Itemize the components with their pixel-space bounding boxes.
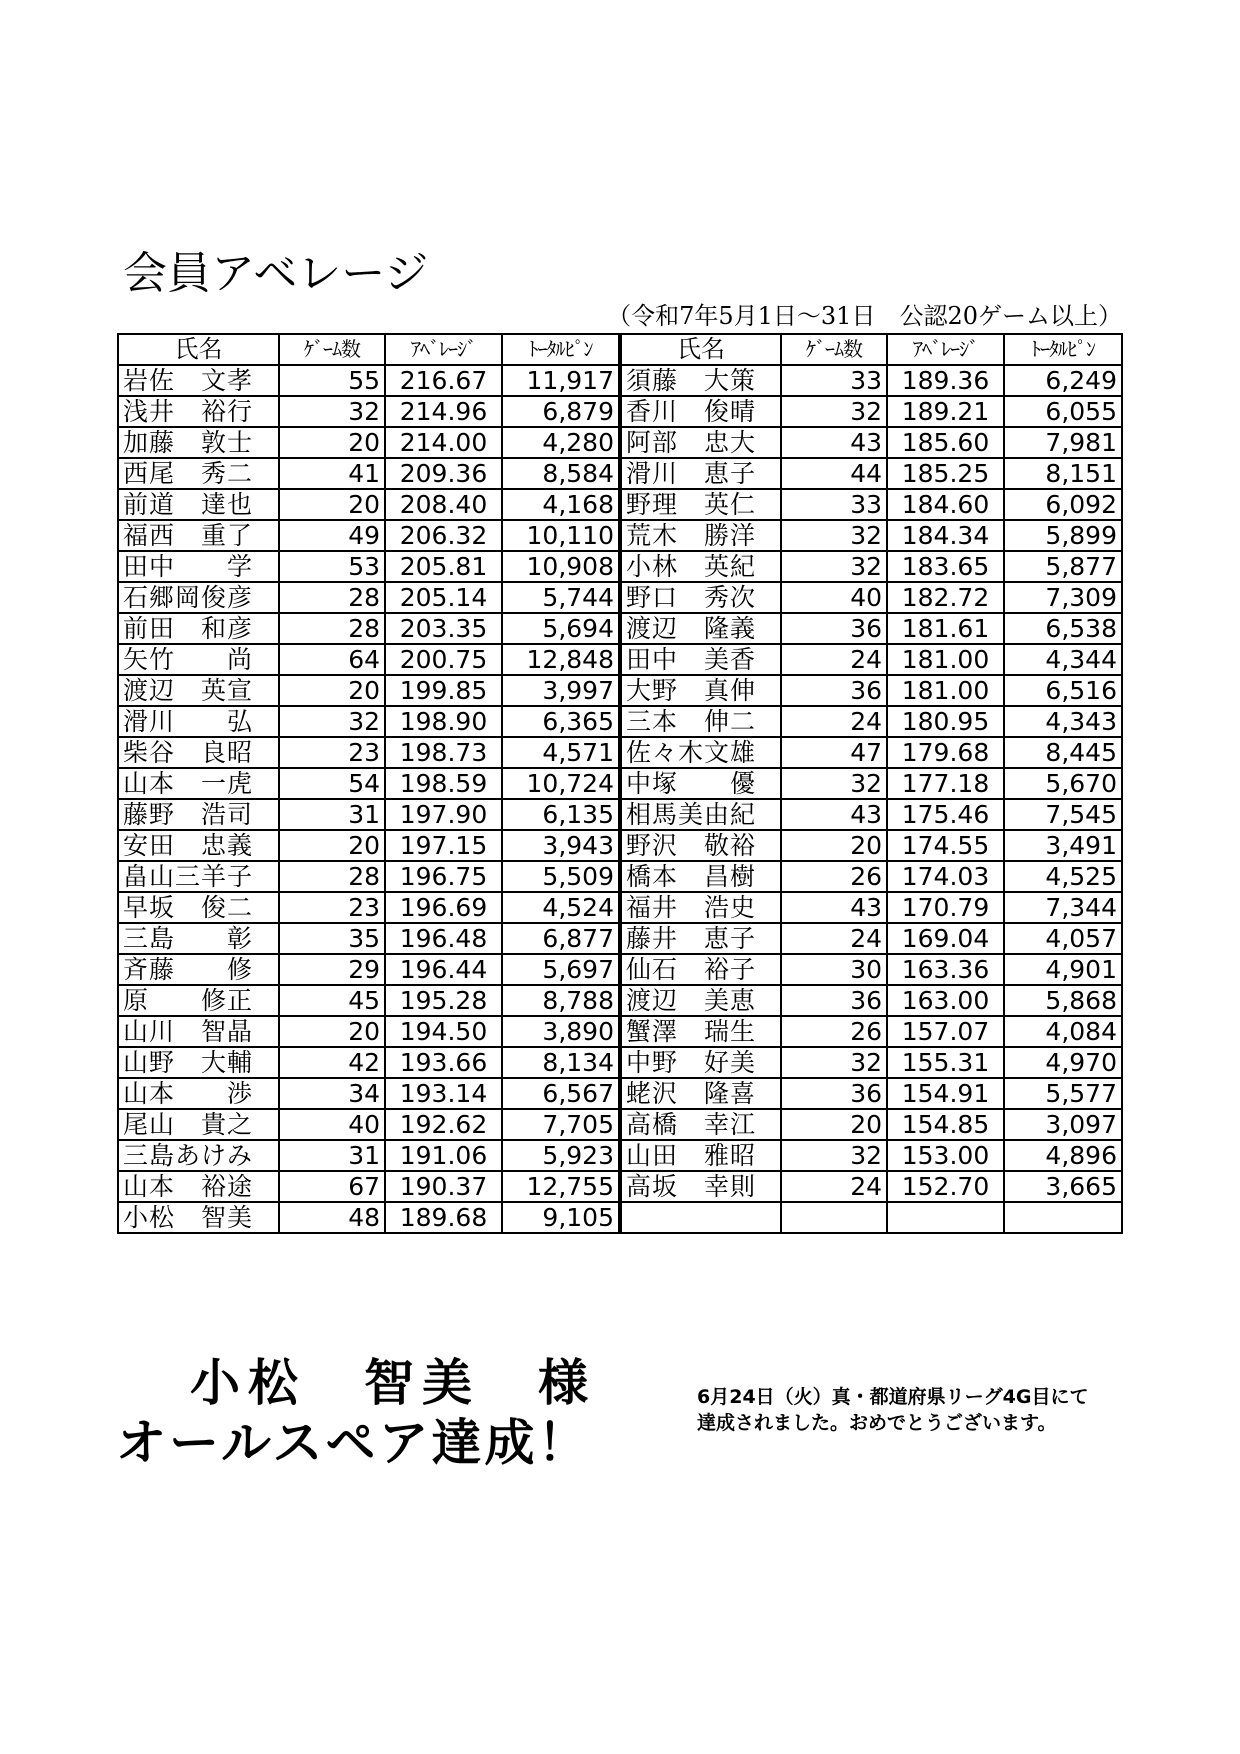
games-cell: 35 <box>279 923 385 954</box>
average-cell: 174.03 <box>887 861 1004 892</box>
games-cell: 32 <box>279 396 385 427</box>
total-pins-cell: 6,365 <box>502 706 620 737</box>
games-cell: 24 <box>781 706 887 737</box>
table-row <box>118 923 1122 954</box>
average-cell: 209.36 <box>385 458 502 489</box>
games-cell: 26 <box>781 861 887 892</box>
average-cell: 193.14 <box>385 1078 502 1109</box>
table-row <box>118 830 1122 861</box>
total-pins-cell: 7,309 <box>1004 582 1122 613</box>
table-row <box>118 706 1122 737</box>
average-table <box>117 333 1123 1234</box>
total-pins-cell: 5,694 <box>502 613 620 644</box>
games-cell: 41 <box>279 458 385 489</box>
total-pins-cell: 4,168 <box>502 489 620 520</box>
name-cell: 柴谷 良昭 <box>118 737 279 768</box>
average-cell: 208.40 <box>385 489 502 520</box>
page-title: 会員アベレージ <box>123 248 429 299</box>
total-pins-cell: 3,997 <box>502 675 620 706</box>
average-cell: 205.14 <box>385 582 502 613</box>
games-cell: 33 <box>781 365 887 396</box>
games-cell: 20 <box>781 1109 887 1140</box>
games-cell: 32 <box>781 1140 887 1171</box>
games-cell: 23 <box>279 892 385 923</box>
average-cell: 169.04 <box>887 923 1004 954</box>
average-cell: 157.07 <box>887 1016 1004 1047</box>
total-pins-cell: 4,057 <box>1004 923 1122 954</box>
total-pins-cell: 5,877 <box>1004 551 1122 582</box>
games-cell: 31 <box>279 799 385 830</box>
average-cell: 181.00 <box>887 675 1004 706</box>
games-cell: 28 <box>279 582 385 613</box>
name-cell: 前田 和彦 <box>118 613 279 644</box>
games-cell: 67 <box>279 1171 385 1202</box>
total-pins-cell: 4,084 <box>1004 1016 1122 1047</box>
name-cell: 渡辺 英宣 <box>118 675 279 706</box>
total-pins-cell: 4,524 <box>502 892 620 923</box>
name-cell: 小松 智美 <box>118 1202 279 1233</box>
games-cell: 64 <box>279 644 385 675</box>
average-cell: 180.95 <box>887 706 1004 737</box>
games-cell: 23 <box>279 737 385 768</box>
total-pins-cell: 7,981 <box>1004 427 1122 458</box>
games-cell: 43 <box>781 427 887 458</box>
table-header-row <box>118 334 1122 365</box>
name-cell: 岩佐 文孝 <box>118 365 279 396</box>
average-cell: 181.61 <box>887 613 1004 644</box>
games-cell: 36 <box>781 613 887 644</box>
total-pins-cell: 5,899 <box>1004 520 1122 551</box>
name-cell: 安田 忠義 <box>118 830 279 861</box>
total-pins-cell: 6,879 <box>502 396 620 427</box>
games-cell: 34 <box>279 1078 385 1109</box>
header-average-right: ｱﾍﾞﾚｰｼﾞ <box>887 334 1004 365</box>
average-cell: 177.18 <box>887 768 1004 799</box>
name-cell <box>620 1202 781 1233</box>
games-cell: 32 <box>781 768 887 799</box>
table-row <box>118 985 1122 1016</box>
total-pins-cell: 10,724 <box>502 768 620 799</box>
period-subtitle: （令和7年5月1日～31日 公認20ゲーム以上） <box>607 302 1122 330</box>
games-cell: 32 <box>781 1047 887 1078</box>
name-cell: 橋本 昌樹 <box>620 861 781 892</box>
table-row <box>118 582 1122 613</box>
games-cell: 55 <box>279 365 385 396</box>
name-cell: 前道 達也 <box>118 489 279 520</box>
games-cell <box>781 1202 887 1233</box>
header-games-right: ｹﾞｰﾑ数 <box>781 334 887 365</box>
average-cell: 181.00 <box>887 644 1004 675</box>
games-cell: 44 <box>781 458 887 489</box>
name-cell: 荒木 勝洋 <box>620 520 781 551</box>
games-cell: 20 <box>279 675 385 706</box>
games-cell: 43 <box>781 799 887 830</box>
table-row <box>118 675 1122 706</box>
games-cell: 33 <box>781 489 887 520</box>
total-pins-cell: 3,097 <box>1004 1109 1122 1140</box>
total-pins-cell: 12,755 <box>502 1171 620 1202</box>
games-cell: 49 <box>279 520 385 551</box>
games-cell: 42 <box>279 1047 385 1078</box>
average-cell: 197.15 <box>385 830 502 861</box>
total-pins-cell: 6,249 <box>1004 365 1122 396</box>
games-cell: 24 <box>781 923 887 954</box>
name-cell: 三本 伸二 <box>620 706 781 737</box>
total-pins-cell: 6,092 <box>1004 489 1122 520</box>
total-pins-cell: 4,896 <box>1004 1140 1122 1171</box>
total-pins-cell: 7,545 <box>1004 799 1122 830</box>
total-pins-cell: 5,509 <box>502 861 620 892</box>
total-pins-cell: 5,670 <box>1004 768 1122 799</box>
name-cell: 山野 大輔 <box>118 1047 279 1078</box>
average-cell: 214.96 <box>385 396 502 427</box>
name-cell: 藤野 浩司 <box>118 799 279 830</box>
games-cell: 28 <box>279 613 385 644</box>
header-total-pins-right: ﾄｰﾀﾙﾋﾟﾝ <box>1004 334 1122 365</box>
average-cell: 185.25 <box>887 458 1004 489</box>
games-cell: 26 <box>781 1016 887 1047</box>
header-total-pins-left: ﾄｰﾀﾙﾋﾟﾝ <box>502 334 620 365</box>
table-row <box>118 861 1122 892</box>
average-cell: 200.75 <box>385 644 502 675</box>
average-cell: 198.90 <box>385 706 502 737</box>
games-cell: 47 <box>781 737 887 768</box>
average-cell: 175.46 <box>887 799 1004 830</box>
average-cell: 198.73 <box>385 737 502 768</box>
average-cell: 190.37 <box>385 1171 502 1202</box>
announcement-name: 小松 智美 様 <box>190 1354 596 1412</box>
average-cell: 170.79 <box>887 892 1004 923</box>
games-cell: 43 <box>781 892 887 923</box>
header-name-right: 氏名 <box>620 334 781 365</box>
total-pins-cell: 4,970 <box>1004 1047 1122 1078</box>
average-cell: 194.50 <box>385 1016 502 1047</box>
average-cell: 184.60 <box>887 489 1004 520</box>
total-pins-cell: 7,705 <box>502 1109 620 1140</box>
games-cell: 24 <box>781 644 887 675</box>
total-pins-cell: 8,134 <box>502 1047 620 1078</box>
total-pins-cell: 6,538 <box>1004 613 1122 644</box>
table-row <box>118 1016 1122 1047</box>
total-pins-cell: 9,105 <box>502 1202 620 1233</box>
games-cell: 48 <box>279 1202 385 1233</box>
average-cell: 189.68 <box>385 1202 502 1233</box>
average-cell: 196.44 <box>385 954 502 985</box>
total-pins-cell: 6,055 <box>1004 396 1122 427</box>
total-pins-cell: 4,280 <box>502 427 620 458</box>
total-pins-cell: 8,788 <box>502 985 620 1016</box>
average-cell: 195.28 <box>385 985 502 1016</box>
table-row <box>118 1140 1122 1171</box>
table-row <box>118 520 1122 551</box>
total-pins-cell: 4,343 <box>1004 706 1122 737</box>
total-pins-cell: 6,567 <box>502 1078 620 1109</box>
announcement-headline: オールスペア達成！ <box>116 1414 591 1472</box>
name-cell: 滑川 恵子 <box>620 458 781 489</box>
name-cell: 田中 学 <box>118 551 279 582</box>
total-pins-cell: 3,943 <box>502 830 620 861</box>
average-cell: 205.81 <box>385 551 502 582</box>
games-cell: 29 <box>279 954 385 985</box>
name-cell: 三島あけみ <box>118 1140 279 1171</box>
average-cell: 196.69 <box>385 892 502 923</box>
average-cell: 214.00 <box>385 427 502 458</box>
games-cell: 31 <box>279 1140 385 1171</box>
average-cell: 189.21 <box>887 396 1004 427</box>
name-cell: 高橋 幸江 <box>620 1109 781 1140</box>
games-cell: 32 <box>781 396 887 427</box>
header-games-left: ｹﾞｰﾑ数 <box>279 334 385 365</box>
header-average-left: ｱﾍﾞﾚｰｼﾞ <box>385 334 502 365</box>
name-cell: 福西 重了 <box>118 520 279 551</box>
total-pins-cell: 3,491 <box>1004 830 1122 861</box>
name-cell: 渡辺 隆義 <box>620 613 781 644</box>
average-cell: 152.70 <box>887 1171 1004 1202</box>
name-cell: 滑川 弘 <box>118 706 279 737</box>
games-cell: 36 <box>781 1078 887 1109</box>
average-cell: 198.59 <box>385 768 502 799</box>
name-cell: 早坂 俊二 <box>118 892 279 923</box>
total-pins-cell: 4,571 <box>502 737 620 768</box>
total-pins-cell: 5,868 <box>1004 985 1122 1016</box>
games-cell: 30 <box>781 954 887 985</box>
name-cell: 野沢 敬裕 <box>620 830 781 861</box>
average-cell: 203.35 <box>385 613 502 644</box>
total-pins-cell: 4,525 <box>1004 861 1122 892</box>
games-cell: 20 <box>279 1016 385 1047</box>
total-pins-cell: 3,665 <box>1004 1171 1122 1202</box>
average-cell: 155.31 <box>887 1047 1004 1078</box>
total-pins-cell: 10,110 <box>502 520 620 551</box>
total-pins-cell: 8,445 <box>1004 737 1122 768</box>
table-row <box>118 396 1122 427</box>
games-cell: 32 <box>781 520 887 551</box>
name-cell: 相馬美由紀 <box>620 799 781 830</box>
announcement-note: 6月24日（火）真・都道府県リーグ4G目にて達成されました。おめでとうございます。 <box>697 1386 1089 1434</box>
table-row <box>118 365 1122 396</box>
name-cell: 山本 渉 <box>118 1078 279 1109</box>
name-cell: 蛯沢 隆喜 <box>620 1078 781 1109</box>
name-cell: 蟹澤 瑞生 <box>620 1016 781 1047</box>
name-cell: 斉藤 修 <box>118 954 279 985</box>
name-cell: 渡辺 美恵 <box>620 985 781 1016</box>
games-cell: 28 <box>279 861 385 892</box>
games-cell: 45 <box>279 985 385 1016</box>
table-row <box>118 458 1122 489</box>
table-row <box>118 1171 1122 1202</box>
table-row <box>118 768 1122 799</box>
average-cell <box>887 1202 1004 1233</box>
games-cell: 54 <box>279 768 385 799</box>
games-cell: 36 <box>781 675 887 706</box>
table-row <box>118 1202 1122 1233</box>
average-cell: 154.91 <box>887 1078 1004 1109</box>
name-cell: 小林 英紀 <box>620 551 781 582</box>
name-cell: 中野 好美 <box>620 1047 781 1078</box>
average-cell: 193.66 <box>385 1047 502 1078</box>
name-cell: 佐々木文雄 <box>620 737 781 768</box>
name-cell: 須藤 大策 <box>620 365 781 396</box>
total-pins-cell: 10,908 <box>502 551 620 582</box>
name-cell: 畠山三羊子 <box>118 861 279 892</box>
table-row <box>118 799 1122 830</box>
games-cell: 40 <box>781 582 887 613</box>
total-pins-cell: 6,877 <box>502 923 620 954</box>
average-cell: 196.48 <box>385 923 502 954</box>
name-cell: 福井 浩史 <box>620 892 781 923</box>
name-cell: 加藤 敦士 <box>118 427 279 458</box>
name-cell: 山本 裕途 <box>118 1171 279 1202</box>
table-row <box>118 551 1122 582</box>
name-cell: 浅井 裕行 <box>118 396 279 427</box>
average-cell: 163.00 <box>887 985 1004 1016</box>
name-cell: 田中 美香 <box>620 644 781 675</box>
games-cell: 20 <box>279 830 385 861</box>
games-cell: 20 <box>279 489 385 520</box>
total-pins-cell: 5,744 <box>502 582 620 613</box>
average-cell: 189.36 <box>887 365 1004 396</box>
name-cell: 仙石 裕子 <box>620 954 781 985</box>
total-pins-cell: 8,584 <box>502 458 620 489</box>
total-pins-cell: 7,344 <box>1004 892 1122 923</box>
games-cell: 20 <box>279 427 385 458</box>
games-cell: 53 <box>279 551 385 582</box>
total-pins-cell <box>1004 1202 1122 1233</box>
name-cell: 山田 雅昭 <box>620 1140 781 1171</box>
average-cell: 154.85 <box>887 1109 1004 1140</box>
name-cell: 三島 彰 <box>118 923 279 954</box>
total-pins-cell: 5,697 <box>502 954 620 985</box>
games-cell: 36 <box>781 985 887 1016</box>
total-pins-cell: 4,901 <box>1004 954 1122 985</box>
name-cell: 野口 秀次 <box>620 582 781 613</box>
name-cell: 中塚 優 <box>620 768 781 799</box>
name-cell: 矢竹 尚 <box>118 644 279 675</box>
table-row <box>118 644 1122 675</box>
average-cell: 153.00 <box>887 1140 1004 1171</box>
games-cell: 20 <box>781 830 887 861</box>
total-pins-cell: 11,917 <box>502 365 620 396</box>
table-row <box>118 1047 1122 1078</box>
average-cell: 163.36 <box>887 954 1004 985</box>
name-cell: 大野 真伸 <box>620 675 781 706</box>
average-cell: 196.75 <box>385 861 502 892</box>
average-cell: 192.62 <box>385 1109 502 1140</box>
total-pins-cell: 6,135 <box>502 799 620 830</box>
total-pins-cell: 5,577 <box>1004 1078 1122 1109</box>
table-row <box>118 613 1122 644</box>
table-row <box>118 489 1122 520</box>
games-cell: 40 <box>279 1109 385 1140</box>
average-cell: 199.85 <box>385 675 502 706</box>
average-cell: 184.34 <box>887 520 1004 551</box>
table-row <box>118 737 1122 768</box>
average-cell: 197.90 <box>385 799 502 830</box>
total-pins-cell: 3,890 <box>502 1016 620 1047</box>
total-pins-cell: 8,151 <box>1004 458 1122 489</box>
name-cell: 原 修正 <box>118 985 279 1016</box>
table-row <box>118 954 1122 985</box>
name-cell: 山本 一虎 <box>118 768 279 799</box>
name-cell: 藤井 恵子 <box>620 923 781 954</box>
table-row <box>118 892 1122 923</box>
games-cell: 24 <box>781 1171 887 1202</box>
table-body <box>118 365 1122 1233</box>
total-pins-cell: 12,848 <box>502 644 620 675</box>
name-cell: 香川 俊晴 <box>620 396 781 427</box>
games-cell: 32 <box>279 706 385 737</box>
total-pins-cell: 4,344 <box>1004 644 1122 675</box>
total-pins-cell: 6,516 <box>1004 675 1122 706</box>
average-cell: 182.72 <box>887 582 1004 613</box>
table-row <box>118 1078 1122 1109</box>
average-cell: 206.32 <box>385 520 502 551</box>
header-name-left: 氏名 <box>118 334 279 365</box>
name-cell: 石郷岡俊彦 <box>118 582 279 613</box>
total-pins-cell: 5,923 <box>502 1140 620 1171</box>
average-cell: 191.06 <box>385 1140 502 1171</box>
average-cell: 174.55 <box>887 830 1004 861</box>
average-cell: 179.68 <box>887 737 1004 768</box>
table-row <box>118 427 1122 458</box>
games-cell: 32 <box>781 551 887 582</box>
average-cell: 185.60 <box>887 427 1004 458</box>
average-cell: 183.65 <box>887 551 1004 582</box>
name-cell: 阿部 忠大 <box>620 427 781 458</box>
name-cell: 西尾 秀二 <box>118 458 279 489</box>
table-row <box>118 1109 1122 1140</box>
name-cell: 尾山 貴之 <box>118 1109 279 1140</box>
name-cell: 野理 英仁 <box>620 489 781 520</box>
name-cell: 高坂 幸則 <box>620 1171 781 1202</box>
name-cell: 山川 智晶 <box>118 1016 279 1047</box>
average-cell: 216.67 <box>385 365 502 396</box>
